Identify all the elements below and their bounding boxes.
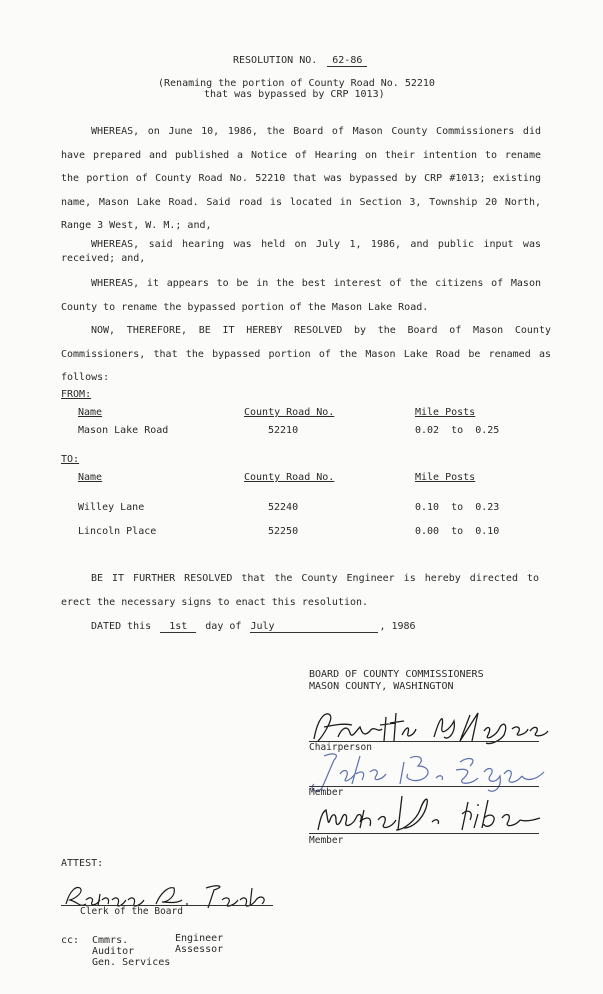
whereas-paragraph-2 bbox=[61, 238, 541, 266]
chair-label: Chairperson bbox=[309, 742, 372, 753]
dated-prefix: DATED this bbox=[91, 621, 152, 632]
table-row-to-1-posts bbox=[415, 502, 499, 513]
table-row-to-2-road: 52250 bbox=[268, 526, 299, 537]
cc-item-engineer: Engineer bbox=[175, 933, 224, 944]
table-row-to-2-posts bbox=[415, 526, 499, 537]
cc-item-gen-services: Gen. Services bbox=[92, 957, 171, 968]
post-end: 0.10 bbox=[475, 526, 500, 537]
table-row-from-1-road: 52210 bbox=[268, 425, 299, 436]
cc-item-auditor: Auditor bbox=[92, 946, 135, 957]
post-to: to bbox=[451, 526, 464, 537]
member2-signature bbox=[312, 790, 542, 836]
dated-day: 1st bbox=[160, 621, 196, 633]
further-text: BE IT FURTHER RESOLVED that the County Engineer is hereby directed to erect the necessary signs to enact this resolution. bbox=[61, 573, 539, 608]
dated-month: July bbox=[250, 621, 378, 633]
member1-signature-line bbox=[309, 786, 539, 787]
resolution-subtitle-1: (Renaming the portion of County Road No. 52210 bbox=[158, 78, 435, 89]
post-start: 0.00 bbox=[415, 526, 440, 537]
member2-label: Member bbox=[309, 835, 344, 846]
dated-line bbox=[91, 621, 416, 633]
resolution-heading bbox=[233, 55, 367, 67]
cc-item-assessor: Assessor bbox=[175, 944, 224, 955]
post-to: to bbox=[451, 425, 464, 436]
table-row-from-1-name: Mason Lake Road bbox=[78, 425, 169, 436]
whereas-paragraph-3 bbox=[61, 272, 541, 319]
to-col-posts: Mile Posts bbox=[415, 472, 476, 483]
to-col-road: County Road No. bbox=[244, 472, 335, 483]
cc-item-cmmrs: Cmmrs. bbox=[92, 935, 129, 946]
board-title-2: MASON COUNTY, WASHINGTON bbox=[309, 681, 454, 692]
post-start: 0.02 bbox=[415, 425, 440, 436]
post-end: 0.23 bbox=[475, 502, 500, 513]
cc-label: cc: bbox=[61, 935, 80, 946]
para-1-text: WHEREAS, on June 10, 1986, the Board of Mason County Commissioners did have prepared and published a Notice of Hearing on their intention to rename the portion of County Road No. 52210 that was bypassed by CRP #1013; existing name, Mason Lake Road. Said road is located in Section 3, Township 20 North, Range 3 West, W. M.; and, bbox=[61, 126, 541, 231]
from-col-name: Name bbox=[78, 407, 103, 418]
resolution-subtitle-2: that was bypassed by CRP 1013) bbox=[204, 89, 385, 100]
para-4-text: NOW, THEREFORE, BE IT HEREBY RESOLVED by the Board of Mason County Commissioners, that the bypassed portion of the Mason Lake Road be renamed as follows: bbox=[61, 325, 551, 383]
table-row-from-1-posts bbox=[415, 425, 499, 436]
clerk-label: Clerk of the Board bbox=[80, 906, 183, 917]
from-label: FROM: bbox=[61, 389, 92, 400]
post-end: 0.25 bbox=[475, 425, 500, 436]
resolved-paragraph bbox=[61, 319, 551, 390]
to-col-name: Name bbox=[78, 472, 103, 483]
para-3-text: WHEREAS, it appears to be in the best interest of the citizens of Mason County to rename the bypassed portion of the Mason Lake Road. bbox=[61, 278, 541, 313]
whereas-paragraph-1 bbox=[61, 120, 541, 238]
from-col-posts: Mile Posts bbox=[415, 407, 476, 418]
attest-label: ATTEST: bbox=[61, 858, 104, 869]
member2-signature-svg bbox=[312, 790, 542, 836]
member2-signature-line bbox=[309, 833, 539, 834]
member1-label: Member bbox=[309, 787, 344, 798]
dated-year: , 1986 bbox=[379, 621, 416, 632]
resolution-number: 62-86 bbox=[327, 55, 367, 67]
table-row-to-1-name: Willey Lane bbox=[78, 502, 145, 513]
post-start: 0.10 bbox=[415, 502, 440, 513]
table-row-to-1-road: 52240 bbox=[268, 502, 299, 513]
table-row-to-2-name: Lincoln Place bbox=[78, 526, 157, 537]
further-resolved-paragraph bbox=[61, 567, 539, 614]
post-to: to bbox=[451, 502, 464, 513]
to-label: TO: bbox=[61, 454, 80, 465]
from-col-road: County Road No. bbox=[244, 407, 335, 418]
board-title-1: BOARD OF COUNTY COMMISSIONERS bbox=[309, 669, 484, 680]
resolution-label: RESOLUTION NO. bbox=[233, 55, 318, 66]
dated-middle: day of bbox=[205, 621, 242, 632]
para-2-text: WHEREAS, said hearing was held on July 1, 1986, and public input was received; and, bbox=[61, 239, 541, 264]
